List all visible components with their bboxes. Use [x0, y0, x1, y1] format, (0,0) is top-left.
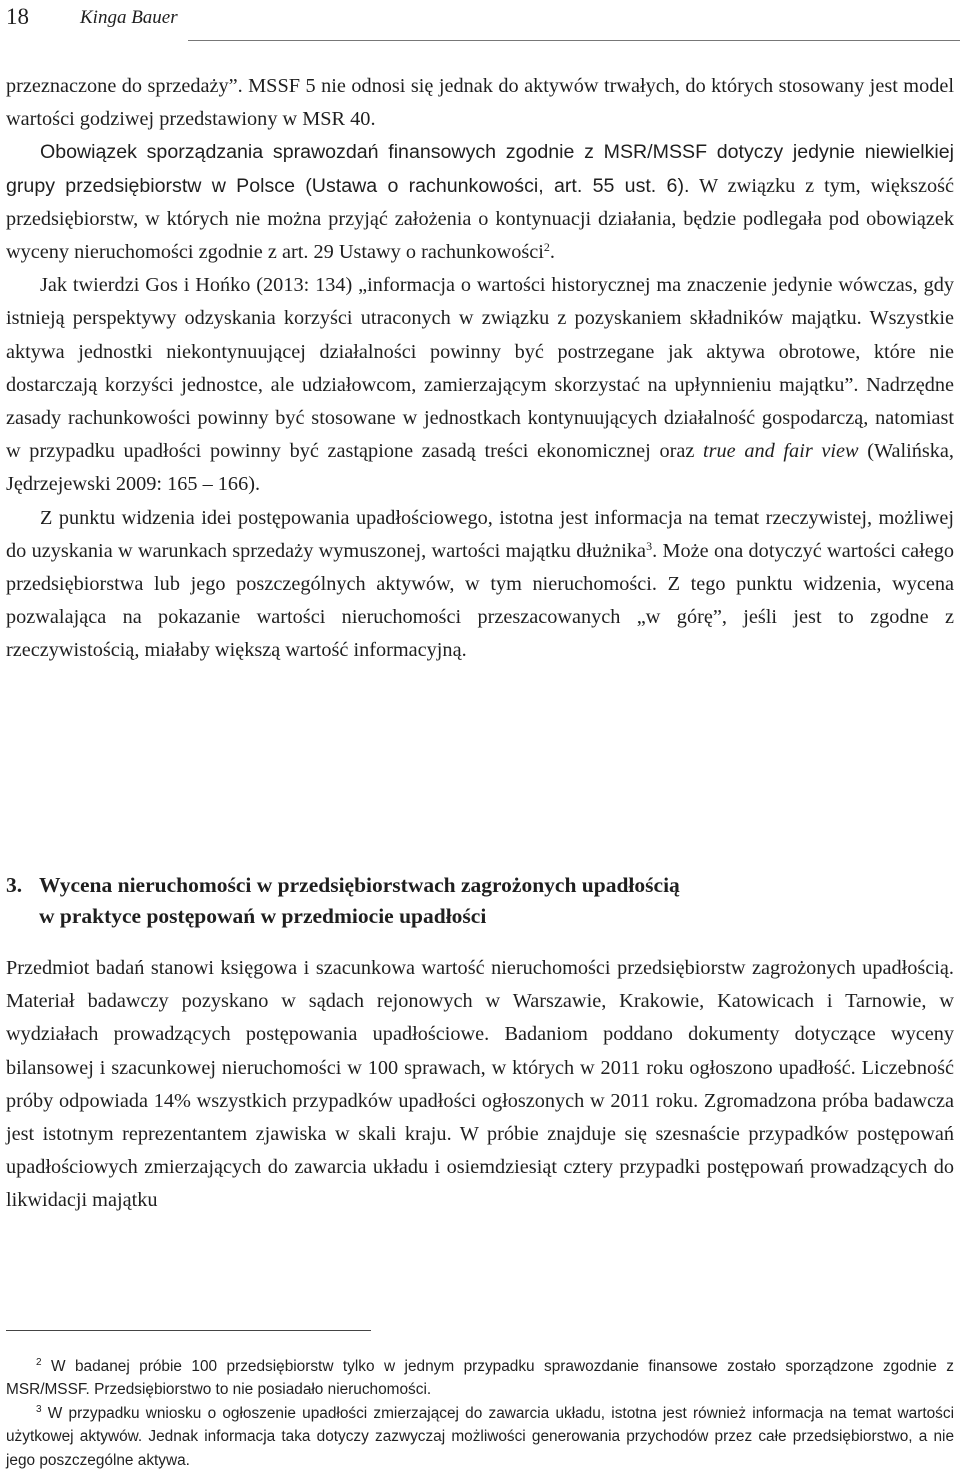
paragraph-3-text-end: (Walińska, Jędrzejewski 2009: 165 – 166). — [6, 440, 954, 496]
section-paragraph: Przedmiot badań stanowi księgowa i szacunkowa wartość nieruchomości przedsiębiorstw zagrożonych upadłością. Materiał badawczy pozyskano w sądach rejonowych w Warszawie, Krakowie, Katowicach i Tarnowie, w wydziałach prowadzących postępowania upadłościowe. Badaniom poddano dokumenty dotyczące wyceny bilansowej i szacunkowej nieruchomości w 100 sprawach, w których w 2011 roku ogłoszono upadłość. Liczebność próby odpowiada 14% wszystkich przypadków upadłości ogłoszonych w 2011 roku. Zgromadzona próba badawcza jest istotnym reprezentantem zjawiska w skali kraju. W próbie znajduje się szesnaście przypadków postępowań upadłościowych zmierzających do zawarcia układu i osiemdziesiąt cztery przypadki postępowań prowadzących do likwidacji majątku — [6, 957, 954, 1212]
footnote-rule — [6, 1330, 371, 1331]
section-3 — [6, 870, 954, 1218]
body-text — [6, 70, 954, 668]
footnote-2 — [6, 1355, 954, 1402]
footnote-ref-3[interactable]: 3 — [646, 538, 653, 553]
paragraph-4-text: Z punktu widzenia idei postępowania upadłościowego, istotna jest informacja na temat rzeczywistej, możliwej do uzyskania w warunkach sprzedaży wymuszonej, wartości majątku dłużnika — [6, 506, 954, 562]
footnote-3-mark: 3 — [36, 1403, 42, 1415]
footnote-2-mark: 2 — [36, 1357, 42, 1368]
page-header — [0, 0, 960, 42]
footnotes — [6, 1355, 954, 1472]
running-head: Kinga Bauer — [80, 7, 178, 28]
paragraph-4 — [6, 502, 954, 668]
section-title-line-2: w praktyce postępowań w przedmiocie upadłości — [39, 904, 487, 928]
section-heading — [6, 870, 954, 932]
section-title-line-1: Wycena nieruchomości w przedsiębiorstwach zagrożonych upadłością — [39, 873, 680, 897]
footnote-3 — [6, 1402, 954, 1472]
paragraph-1-text: przeznaczone do sprzedaży”. MSSF 5 nie odnosi się jednak do aktywów trwałych, do których stosowany jest model wartości godziwej przedstawiony w MSR 40. — [6, 75, 954, 131]
footnote-2-text: W badanej próbie 100 przedsiębiorstw tylko w jednym przypadku sprawozdanie finansowe zostało sporządzone zgodnie z MSR/MSSF. Przedsiębiorstwo to nie posiadało nieruchomości. — [6, 1358, 954, 1399]
paragraph-1 — [6, 70, 954, 136]
paragraph-3-text: Jak twierdzi Gos i Hońko (2013: 134) „informacja o wartości historycznej ma znaczenie jedynie wówczas, gdy istnieją perspektywy odzyskania korzyści utraconych w związku z pozyskaniem składników majątku. Wszystkie aktywa jednostki niekontynuującej działalności powinny być postrzegane jak aktywa obrotowe, które nie dostarczają korzyści jednostce, ale udziałowcom, zamierzającym skorzystać na upłynnieniu majątku”. Nadrzędne zasady rachunkowości powinny być stosowane w jednostkach kontynuujących działalność gospodarczą, natomiast w przypadku upadłości powinny być zastąpione zasadą treści ekonomicznej oraz — [6, 274, 954, 463]
paragraph-2-text: W związku z tym, większość przedsiębiorstw, w których nie można przyjąć założenia o kontynuacji działania, będzie podlegała pod obowiązek wyceny nieruchomości zgodnie z art. 29 Ustawy o rachunkowości — [6, 174, 954, 264]
header-rule — [188, 40, 960, 41]
paragraph-2-sans-text: Obowiązek sporządzania sprawozdań finansowych zgodnie z MSR/MSSF dotyczy jedynie niewielkiej grupy przedsiębiorstw w Polsce (Ustawa o rachunkowości, art. 55 ust. 6). — [6, 141, 954, 197]
paragraph-2-end: . — [549, 241, 555, 264]
section-number: 3. — [6, 873, 23, 897]
paragraph-3 — [6, 269, 954, 501]
section-title — [39, 870, 954, 932]
footnote-ref-2[interactable]: 2 — [543, 240, 550, 255]
paragraph-4-text-end: . Może ona dotyczyć wartości całego przedsiębiorstwa lub jego poszczególnych aktywów, w tym nieruchomości. Z tego punktu widzenia, wycena pozwalająca na pokazanie wartości nieruchomości przeszacowanych „w górę”, jeśli jest to zgodne z rzeczywistością, miałaby większą wartość informacyjną. — [6, 539, 955, 662]
paragraph-3-italic: true and fair view — [703, 440, 859, 463]
footnote-3-text: W przypadku wniosku o ogłoszenie upadłości zmierzającej do zawarcia układu, istotna jest również informacja na temat wartości użytkowej aktywów. Jednak informacja taka dotyczy zazwyczaj możliwości generowania przychodów przez całe przedsiębiorstwo, a nie jego poszczególne aktywa. — [6, 1404, 954, 1469]
page-number: 18 — [6, 4, 29, 29]
paragraph-2 — [6, 136, 954, 269]
